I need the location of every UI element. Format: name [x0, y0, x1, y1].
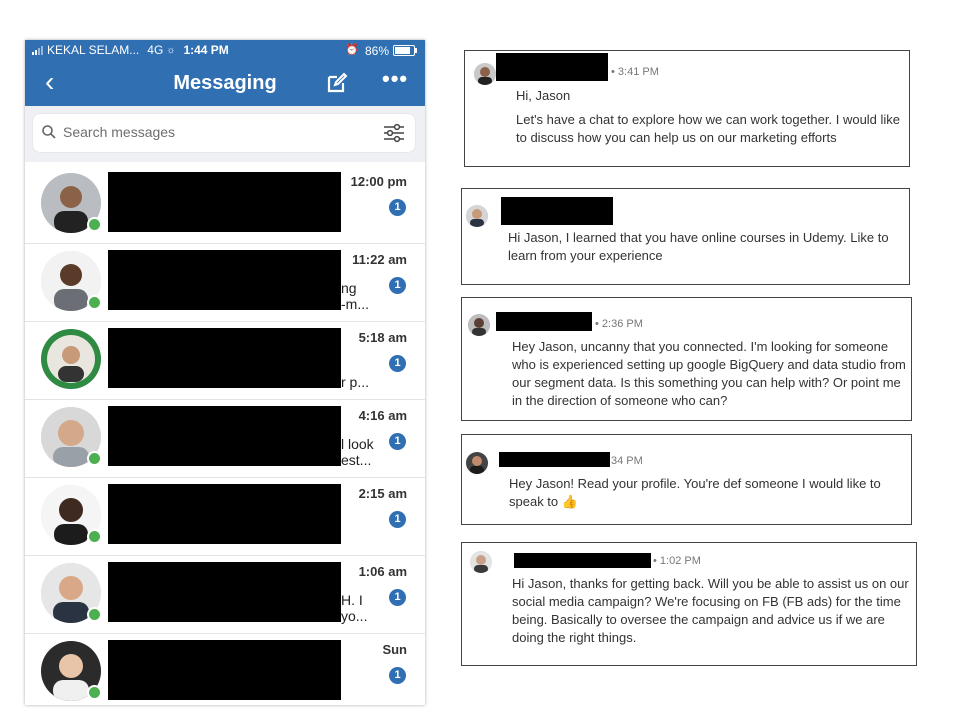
message-text: Hey Jason, uncanny that you connected. I'm looking for someone who is experienced setting up google BigQuery and data studio from our segment data. Is this something you can help with? Or point me in the direction of someone who can?	[512, 339, 906, 408]
message-body	[508, 229, 903, 265]
redacted-preview	[108, 250, 341, 310]
conversation-row[interactable]	[25, 634, 425, 705]
page-title: Messaging	[173, 72, 277, 94]
unread-badge: 1	[389, 667, 406, 684]
conversation-row[interactable]	[25, 478, 425, 556]
unread-badge: 1	[389, 589, 406, 606]
preview-fragment: r p...	[341, 374, 370, 390]
redacted-preview	[108, 484, 341, 544]
message-timestamp: 34 PM	[611, 455, 643, 467]
conversation-time: 4:16 am	[358, 408, 407, 423]
carrier-name: KEKAL SELAM...	[47, 43, 140, 57]
message-timestamp: • 2:36 PM	[595, 318, 643, 330]
linkedin-messaging-screen	[25, 40, 425, 705]
message-text: Hi, Jason	[516, 88, 571, 103]
message-body	[516, 87, 901, 147]
redacted-sender-name	[501, 197, 613, 225]
message-body	[509, 475, 906, 511]
redacted-preview	[108, 640, 341, 700]
preview-fragment: est...	[341, 452, 372, 468]
message-timestamp: • 1:02 PM	[653, 555, 701, 567]
preview-fragment: H. I	[341, 592, 363, 608]
search-area	[25, 106, 425, 162]
header-bar	[25, 60, 425, 106]
avatar	[41, 329, 101, 389]
network-type: 4G	[147, 43, 164, 57]
battery-icon	[393, 45, 415, 56]
search-input[interactable]	[61, 123, 365, 141]
sender-avatar	[470, 551, 492, 573]
message-card	[461, 434, 912, 525]
conversation-time: 12:00 pm	[350, 174, 407, 189]
conversation-row[interactable]	[25, 556, 425, 634]
conversation-row[interactable]	[25, 244, 425, 322]
redacted-sender-name	[499, 452, 610, 467]
redacted-sender-name	[496, 53, 608, 81]
online-status-dot	[87, 295, 102, 310]
redacted-preview	[108, 328, 341, 388]
message-text: Hey Jason! Read your profile. You're def someone I would like to speak to 👍	[509, 476, 881, 509]
redacted-preview	[108, 562, 341, 622]
message-text: Let's have a chat to explore how we can work together. I would like to discuss how you can help us on our marketing efforts	[516, 112, 901, 145]
online-status-dot	[87, 217, 102, 232]
message-card	[461, 542, 917, 666]
search-box	[33, 114, 415, 152]
conversation-row[interactable]	[25, 400, 425, 478]
battery-percent: 86%	[364, 44, 389, 58]
unread-badge: 1	[389, 433, 406, 450]
unread-badge: 1	[389, 355, 406, 372]
sender-avatar	[466, 205, 488, 227]
message-body	[512, 575, 912, 647]
preview-fragment: ng	[341, 280, 357, 296]
redacted-preview	[108, 406, 341, 466]
sender-avatar	[468, 314, 490, 336]
conversation-row[interactable]	[25, 322, 425, 400]
redacted-sender-name	[514, 553, 651, 568]
online-status-dot	[87, 451, 102, 466]
online-status-dot	[87, 529, 102, 544]
redacted-preview	[108, 172, 341, 232]
conversation-time: 1:06 am	[358, 564, 407, 579]
message-timestamp: • 3:41 PM	[611, 66, 659, 78]
message-card	[464, 50, 910, 167]
filter-icon[interactable]	[383, 123, 405, 143]
conversation-list	[25, 166, 425, 705]
message-card	[461, 297, 912, 421]
alarm-icon: ⏰	[345, 44, 359, 56]
chevron-left-icon[interactable]: ‹	[45, 66, 55, 97]
message-body	[512, 338, 907, 410]
status-time: 1:44 PM	[183, 43, 229, 57]
conversation-row[interactable]	[25, 166, 425, 244]
sender-avatar	[466, 452, 488, 474]
search-icon	[41, 124, 57, 140]
sender-avatar	[474, 63, 496, 85]
redacted-sender-name	[496, 312, 592, 331]
preview-fragment: yo...	[341, 608, 368, 624]
preview-fragment: l look	[341, 436, 374, 452]
preview-fragment: -m...	[341, 296, 369, 312]
status-bar	[25, 40, 425, 60]
conversation-time: 2:15 am	[358, 486, 407, 501]
more-icon[interactable]: •••	[382, 66, 409, 91]
loading-icon: ☼	[166, 44, 176, 56]
conversation-time: 11:22 am	[352, 252, 407, 267]
conversation-time: Sun	[382, 642, 407, 657]
unread-badge: 1	[389, 511, 406, 528]
message-card	[461, 188, 910, 285]
compose-icon[interactable]	[325, 71, 349, 95]
signal-icon	[32, 45, 43, 55]
online-status-dot	[87, 607, 102, 622]
conversation-time: 5:18 am	[358, 330, 407, 345]
message-text: Hi Jason, thanks for getting back. Will you be able to assist us on our social media campaign? We're focusing on FB (FB ads) for the time being. Basically to oversee the campaign and advice us if we are doing the right things.	[512, 576, 909, 645]
message-text: Hi Jason, I learned that you have online courses in Udemy. Like to learn from your experience	[508, 230, 889, 263]
unread-badge: 1	[389, 277, 406, 294]
unread-badge: 1	[389, 199, 406, 216]
online-status-dot	[87, 685, 102, 700]
